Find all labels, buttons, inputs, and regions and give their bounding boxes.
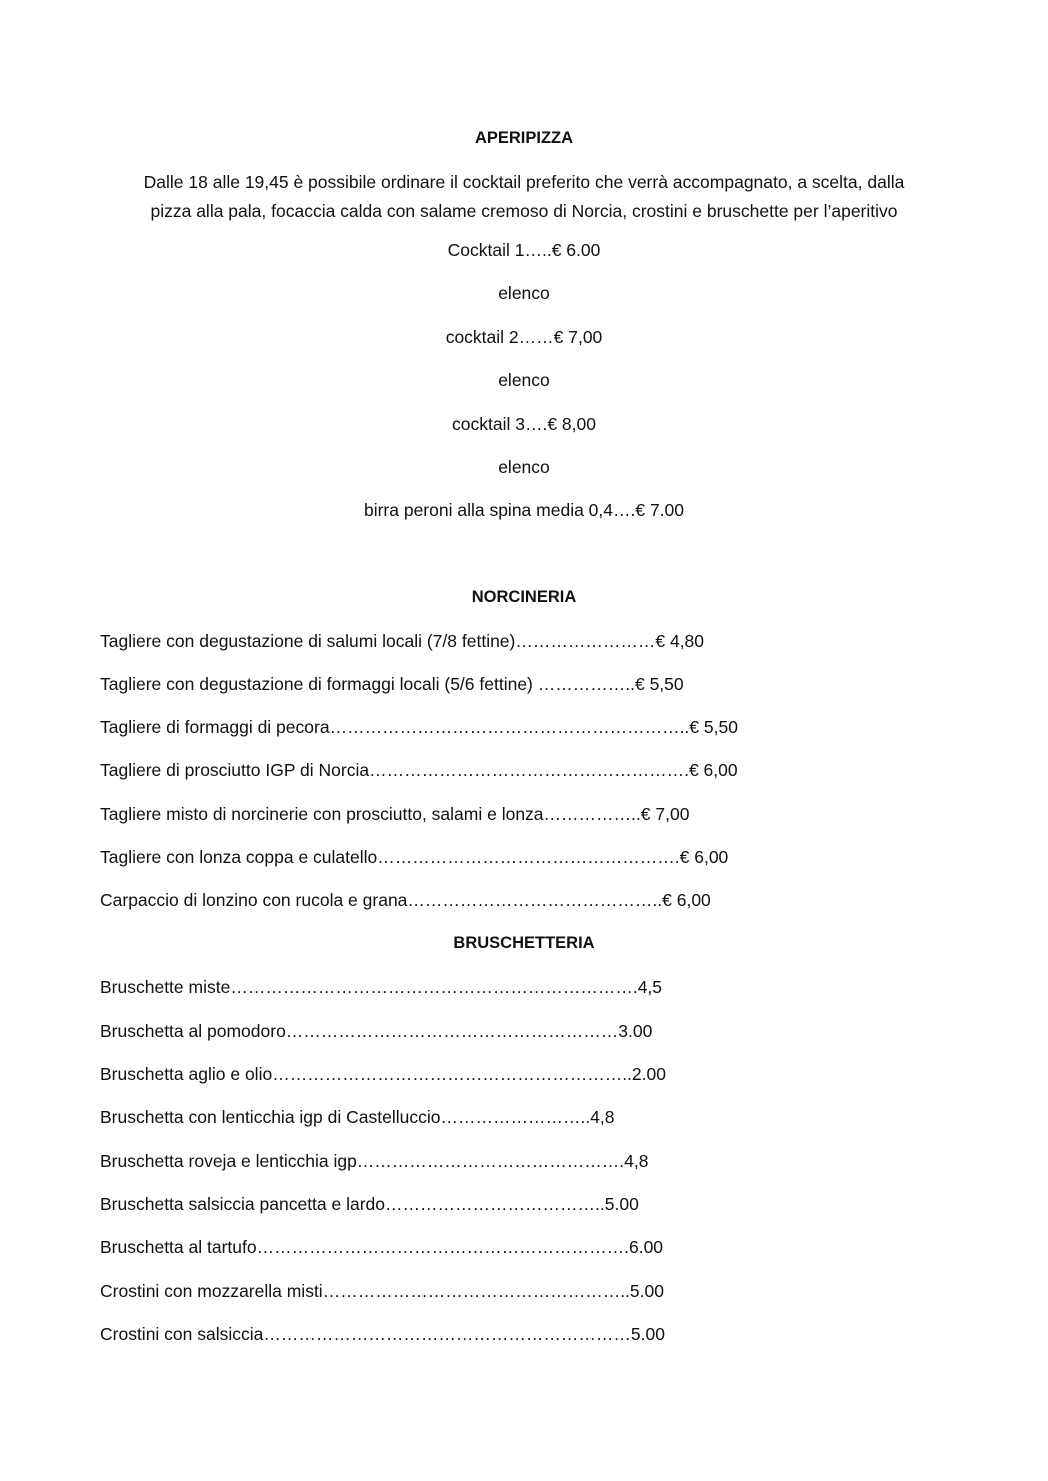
norcineria-item: Tagliere di formaggi di pecora……………………………………………………..€ 5,50 [100, 717, 738, 737]
bruschetteria-item: Crostini con salsiccia………………………………………………………5.00 [100, 1324, 665, 1344]
aperipizza-item: cocktail 3….€ 8,00 [452, 414, 596, 434]
bruschetteria-item: Bruschetta al tartufo……………………………………………………….6.00 [100, 1237, 664, 1257]
aperipizza-item: Cocktail 1…..€ 6.00 [447, 240, 601, 260]
bruschetteria-item: Bruschetta con lenticchia igp di Castelluccio……………………..4,8 [100, 1107, 615, 1127]
section-title-norcineria: NORCINERIA [471, 588, 577, 606]
section-title-aperipizza: APERIPIZZA [474, 129, 574, 147]
norcineria-item: Tagliere con degustazione di salumi locali (7/8 fettine)……………………€ 4,80 [100, 631, 705, 651]
aperipizza-item: elenco [498, 370, 550, 390]
aperipizza-item: elenco [498, 283, 550, 303]
aperipizza-intro [80, 168, 968, 226]
aperipizza-intro-line: pizza alla pala, focaccia calda con salame cremoso di Norcia, crostini e bruschette per l’aperitivo [150, 201, 898, 221]
aperipizza-intro-line: Dalle 18 alle 19,45 è possibile ordinare il cocktail preferito che verrà accompagnato, a scelta, dalla [143, 172, 905, 192]
bruschetteria-item: Bruschette miste…………………………………………………………….4,5 [100, 977, 663, 997]
aperipizza-item: elenco [498, 457, 550, 477]
bruschetteria-item: Bruschetta roveja e lenticchia igp……………………………………….4,8 [100, 1151, 649, 1171]
norcineria-item: Tagliere misto di norcinerie con prosciutto, salami e lonza……………..€ 7,00 [100, 804, 690, 824]
bruschetteria-item: Crostini con mozzarella misti……………………………………………..5.00 [100, 1281, 664, 1301]
bruschetteria-item: Bruschetta salsiccia pancetta e lardo………………………………..5.00 [100, 1194, 639, 1214]
section-title-bruschetteria: BRUSCHETTERIA [453, 934, 595, 952]
aperipizza-item: birra peroni alla spina media 0,4….€ 7.00 [363, 500, 685, 520]
bruschetteria-item: Bruschetta al pomodoro…………………………………………………3.00 [100, 1021, 653, 1041]
norcineria-item: Tagliere di prosciutto IGP di Norcia……………………………………………….€ 6,00 [100, 760, 738, 780]
bruschetteria-item: Bruschetta aglio e olio……………………………………………………..2.00 [100, 1064, 666, 1084]
norcineria-item: Carpaccio di lonzino con rucola e grana……………………………………..€ 6,00 [100, 890, 711, 910]
aperipizza-item: cocktail 2……€ 7,00 [445, 327, 603, 347]
norcineria-item: Tagliere con lonza coppa e culatello…………………………………………….€ 6,00 [100, 847, 729, 867]
norcineria-item: Tagliere con degustazione di formaggi locali (5/6 fettine) ……………..€ 5,50 [100, 674, 684, 694]
